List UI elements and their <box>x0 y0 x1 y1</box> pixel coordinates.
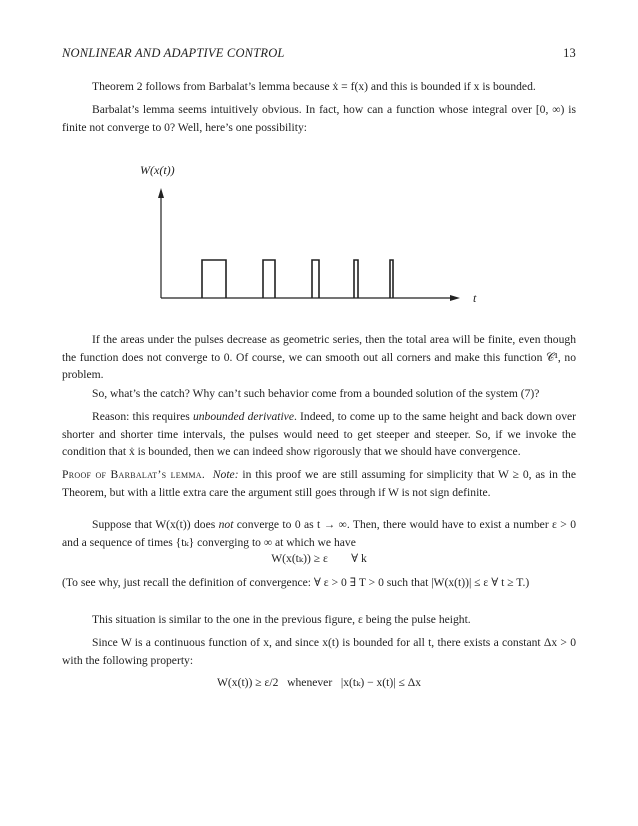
y-axis-arrow-icon <box>158 188 164 198</box>
pulse-4 <box>354 260 358 298</box>
paragraph-suppose <box>62 516 576 551</box>
page-number: 13 <box>563 46 576 60</box>
pulse-2 <box>263 260 275 298</box>
pulse-3 <box>312 260 319 298</box>
reason-lead: Reason: this requires <box>92 410 193 423</box>
proof-note-label: Note: <box>212 468 239 481</box>
suppose-emphasis: not <box>218 518 234 531</box>
x-axis-arrow-icon <box>450 295 460 301</box>
paragraph-geometric-series: If the areas under the pulses decrease as geometric series, then the total area will be finite, even though the function does not converge to 0. Of course, we can smooth out all corners and make this function 𝒞¹, no problem. <box>62 333 576 381</box>
y-axis-label: W(x(t)) <box>140 163 175 177</box>
reason-emphasis: unbounded derivative <box>192 410 294 423</box>
paragraph-catch: So, what’s the catch? Why can’t such behavior come from a bounded solution of the system (7)? <box>92 387 540 400</box>
equation-pulse-height: W(x(tₖ)) ≥ ε ∀ k <box>271 552 367 565</box>
pulse-1 <box>202 260 226 298</box>
x-axis-label: t <box>473 291 477 305</box>
pulse-plot-svg <box>130 158 490 318</box>
paragraph-proof <box>62 466 576 501</box>
proof-heading: Proof of Barbalat’s lemma. <box>62 468 206 481</box>
paragraph-continuity: Since W is a continuous function of x, and since x(t) is bounded for all t, there exists a constant Δx > 0 with the following property: <box>62 636 576 667</box>
pulse-figure <box>130 158 490 318</box>
paragraph-barbalat-intuition: Barbalat’s lemma seems intuitively obvious. In fact, how can a function whose integral over [0, ∞) is finite not converge to 0? Well, here’s one possibility: <box>62 103 576 134</box>
paragraph-theorem2: Theorem 2 follows from Barbalat’s lemma because ẋ = f(x) and this is bounded if x is bounded. <box>92 80 536 93</box>
suppose-rest: converge to 0 as t → ∞. Then, there would have to exist a number ε > 0 and a sequence of times {tₖ} converging to ∞ at which we have <box>62 518 576 549</box>
paragraph-convergence-definition: (To see why, just recall the definition of convergence: ∀ ε > 0 ∃ T > 0 such that |W(x(t))| ≤ ε ∀ t ≥ T.) <box>62 576 530 589</box>
paragraph-similar-situation: This situation is similar to the one in the previous figure, ε being the pulse height. <box>92 613 471 626</box>
pulse-5 <box>390 260 393 298</box>
running-title: NONLINEAR AND ADAPTIVE CONTROL <box>62 46 285 60</box>
paragraph-reason <box>62 408 576 461</box>
suppose-lead: Suppose that W(x(t)) does <box>92 518 219 531</box>
proof-text: in this proof we are still assuming for simplicity that W ≥ 0, as in the Theorem, but with a little extra care the argument still goes through if W is not sign definite. <box>62 468 576 499</box>
reason-rest: . Indeed, to come up to the same height and back down over shorter and shorter time intervals, the pulses would need to get steeper and steeper. So, if we invoke the condition that ẋ is bounded, then we can indeed show rigorously that we should have convergence. <box>62 410 576 458</box>
equation-half-epsilon: W(x(t)) ≥ ε/2 whenever |x(tₖ) − x(t)| ≤ Δx <box>216 676 421 689</box>
